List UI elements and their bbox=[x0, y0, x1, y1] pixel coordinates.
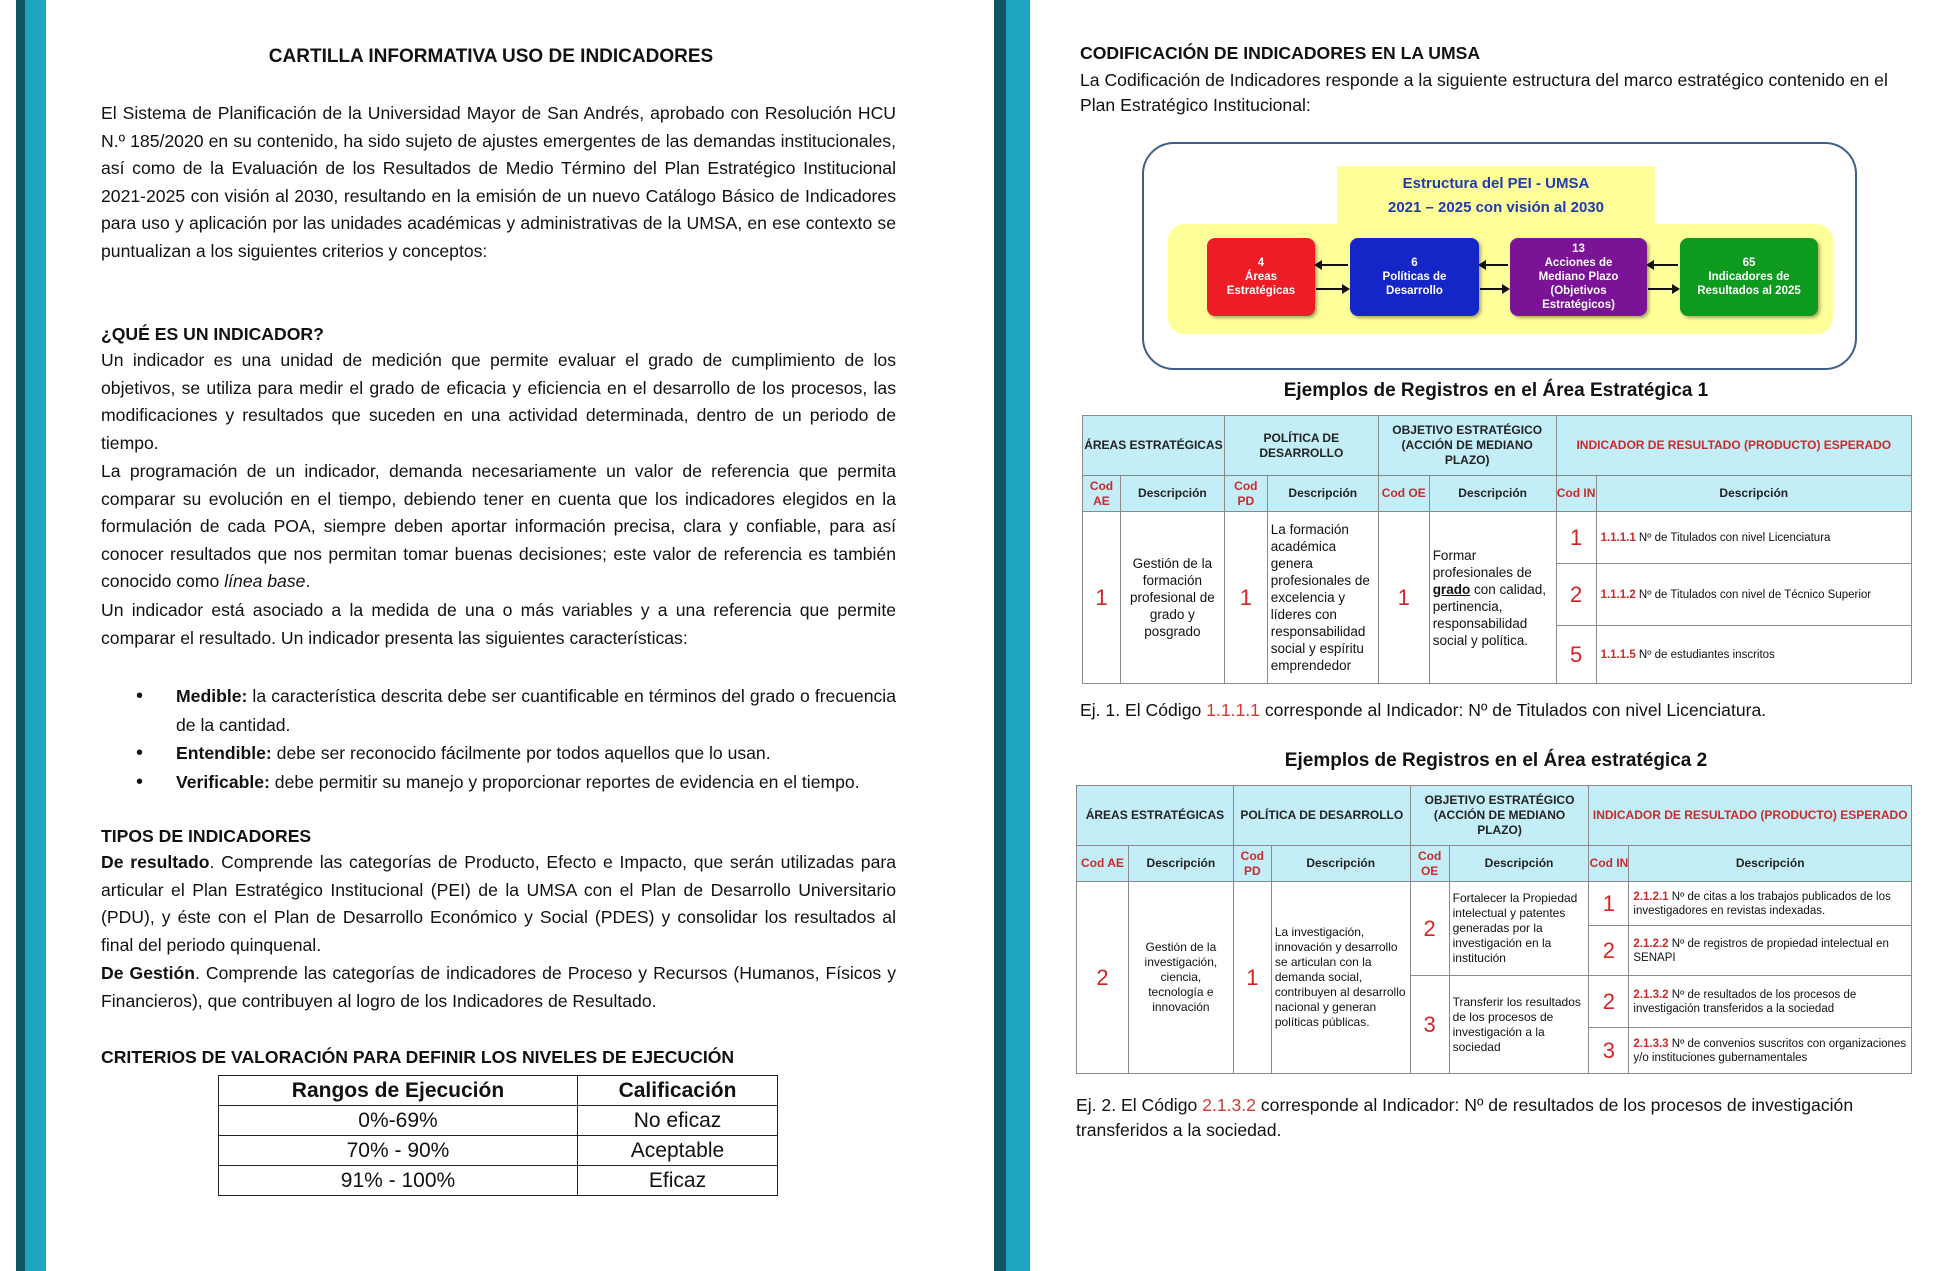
coding-heading: CODIFICACIÓN DE INDICADORES EN LA UMSA bbox=[1080, 43, 1481, 63]
cod-in: 1 bbox=[1589, 882, 1629, 926]
example1-table bbox=[1082, 415, 1912, 684]
cod-in: 2 bbox=[1556, 564, 1596, 626]
subheader-cod-in: Cod IN bbox=[1589, 846, 1629, 882]
oe-description: Transferir los resultados de los procesos de investigación a la sociedad bbox=[1449, 976, 1589, 1074]
box-result-indicators: 65 Indicadores de Resultados al 2025 bbox=[1680, 238, 1818, 316]
cod-ae: 1 bbox=[1083, 512, 1121, 684]
diagram-title: Estructura del PEI - UMSA 2021 – 2025 con visión al 2030 bbox=[1337, 166, 1655, 228]
characteristics-list bbox=[136, 682, 896, 796]
subheader-cod-oe: Cod OE bbox=[1410, 846, 1449, 882]
criteria-header-rating: Calificación bbox=[578, 1076, 778, 1106]
header-areas: ÁREAS ESTRATÉGICAS bbox=[1083, 416, 1225, 476]
oe-description: Fortalecer la Propiedad intelectual y patentes generadas por la investigación en la institución bbox=[1449, 882, 1589, 976]
left-edge-bar-dark bbox=[16, 0, 25, 1271]
intro-paragraph: El Sistema de Planificación de la Universidad Mayor de San Andrés, aprobado con Resolución HCU N.º 185/2020 en su contenido, ha sido sujeto de ajustes emergentes de las demandas institucionales, así como de la Evaluación de los Resultados de Medio Término del Plan Estratégico Institucional 2021-2025 con visión al 2030, resultando en la emisión de un nuevo Catálogo Básico de Indicadores para uso y aplicación por las unidades académicas y administrativas de la UMSA, en ese contexto se puntualizan a los siguientes criterios y conceptos: bbox=[101, 103, 896, 261]
arrow-left-icon bbox=[1316, 264, 1348, 266]
header-indicator: INDICADOR DE RESULTADO (PRODUCTO) ESPERADO bbox=[1589, 786, 1912, 846]
criteria-heading: CRITERIOS DE VALORACIÓN PARA DEFINIR LOS NIVELES DE EJECUCIÓN bbox=[101, 1047, 735, 1067]
header-areas: ÁREAS ESTRATÉGICAS bbox=[1077, 786, 1234, 846]
center-bar-dark bbox=[994, 0, 1006, 1271]
subheader-cod-in: Cod IN bbox=[1556, 476, 1596, 512]
indicator-types-heading: TIPOS DE INDICADORES bbox=[101, 826, 312, 846]
box-strategic-areas: 4 Áreas Estratégicas bbox=[1207, 238, 1315, 316]
subheader-cod-oe: Cod OE bbox=[1378, 476, 1429, 512]
indicator-variables-paragraph: Un indicador está asociado a la medida de una o más variables y a una referencia que permite comparar el resultado. Un indicador presenta las siguientes características: bbox=[101, 600, 896, 648]
indicator-description: 2.1.3.3 Nº de convenios suscritos con organizaciones y/o instituciones gubernamentales bbox=[1629, 1028, 1912, 1074]
example2-title: Ejemplos de Registros en el Área estratégica 2 bbox=[1284, 750, 1708, 771]
center-bar-light bbox=[1006, 0, 1030, 1271]
subheader-desc: Descripción bbox=[1596, 476, 1911, 512]
box-medium-term-actions: 13 Acciones de Mediano Plazo (Objetivos Estratégicos) bbox=[1510, 238, 1647, 316]
subheader-desc: Descripción bbox=[1429, 476, 1556, 512]
list-item: • Verificable: debe permitir su manejo y proporcionar reportes de evidencia en el tiempo. bbox=[136, 768, 896, 797]
management-type-paragraph: De Gestión. Comprende las categorías de indicadores de Proceso y Recursos (Humanos, Físicos y Financieros), que contribuyen al logro de los Indicadores de Resultado. bbox=[101, 963, 897, 1011]
indicator-definition-paragraph: Un indicador es una unidad de medición que permite evaluar el grado de cumplimiento de los objetivos, se utiliza para medir el grado de eficacia y eficiencia en el desarrollo de los procesos, las modificaciones y resultados que suceden en una actividad determinada, dentro de un periodo de tiempo. bbox=[101, 350, 896, 453]
left-edge-bar-light bbox=[25, 0, 46, 1271]
header-policy: POLÍTICA DE DESARROLLO bbox=[1233, 786, 1410, 846]
subheader-cod-pd: Cod PD bbox=[1224, 476, 1267, 512]
indicator-description: 1.1.1.2 Nº de Titulados con nivel de Técnico Superior bbox=[1596, 564, 1911, 626]
arrow-right-icon bbox=[1648, 288, 1678, 290]
subheader-desc: Descripción bbox=[1271, 846, 1410, 882]
subheader-cod-pd: Cod PD bbox=[1233, 846, 1271, 882]
arrow-right-icon bbox=[1316, 288, 1348, 290]
indicator-programming-paragraph: La programación de un indicador, demanda necesariamente un valor de referencia que permita comparar su evolución en el tiempo, debiendo tener en cuenta que los indicadores elegidos en la formulación de cada POA, siempre deben aportar información precisa, clara y confiable, para así conocer resultados que nos permitan tomar buenas decisiones; este valor de referencia es también conocido como línea base. bbox=[101, 461, 896, 592]
pei-structure-diagram bbox=[1142, 142, 1857, 370]
cod-in: 2 bbox=[1589, 926, 1629, 976]
cod-oe: 3 bbox=[1410, 976, 1449, 1074]
cod-oe: 1 bbox=[1378, 512, 1429, 684]
cod-ae: 2 bbox=[1077, 882, 1129, 1074]
cod-in: 3 bbox=[1589, 1028, 1629, 1074]
indicator-description: 2.1.3.2 Nº de resultados de los procesos de investigación transferidos a la sociedad bbox=[1629, 976, 1912, 1028]
indicator-description: 2.1.2.1 Nº de citas a los trabajos publicados de los investigadores en revistas indexadas. bbox=[1629, 882, 1912, 926]
subheader-cod-ae: Cod AE bbox=[1077, 846, 1129, 882]
cod-oe: 2 bbox=[1410, 882, 1449, 976]
header-indicator: INDICADOR DE RESULTADO (PRODUCTO) ESPERADO bbox=[1556, 416, 1911, 476]
list-item: • Entendible: debe ser reconocido fácilmente por todos aquellos que lo usan. bbox=[136, 739, 896, 768]
subheader-desc: Descripción bbox=[1128, 846, 1233, 882]
indicator-description: 1.1.1.1 Nº de Titulados con nivel Licenciatura bbox=[1596, 512, 1911, 564]
example1-caption: Ej. 1. El Código 1.1.1.1 corresponde al Indicador: Nº de Titulados con nivel Licenciatura. bbox=[1080, 700, 1767, 720]
example2-table bbox=[1076, 785, 1912, 1074]
arrow-left-icon bbox=[1648, 264, 1678, 266]
table-row: 70% - 90% Aceptable bbox=[219, 1136, 778, 1166]
table-row: 91% - 100% Eficaz bbox=[219, 1166, 778, 1196]
criteria-table bbox=[218, 1075, 778, 1196]
cod-in: 2 bbox=[1589, 976, 1629, 1028]
baseline-term: línea base bbox=[224, 571, 306, 592]
header-policy: POLÍTICA DE DESARROLLO bbox=[1224, 416, 1378, 476]
pd-description: La investigación, innovación y desarrollo se articulan con la demanda social, contribuyen al desarrollo nacional y generan políticas públicas. bbox=[1271, 882, 1410, 1074]
subheader-desc: Descripción bbox=[1120, 476, 1224, 512]
table-row bbox=[1083, 512, 1912, 564]
box-development-policies: 6 Políticas de Desarrollo bbox=[1350, 238, 1479, 316]
header-objective: OBJETIVO ESTRATÉGICO (ACCIÓN DE MEDIANO PLAZO) bbox=[1410, 786, 1589, 846]
cod-in: 1 bbox=[1556, 512, 1596, 564]
what-is-indicator-heading: ¿QUÉ ES UN INDICADOR? bbox=[101, 324, 324, 344]
list-item: • Medible: la característica descrita debe ser cuantificable en términos del grado o frecuencia de la cantidad. bbox=[136, 682, 896, 739]
oe-description: Formar profesionales de grado con calidad, pertinencia, responsabilidad social y política. bbox=[1429, 512, 1556, 684]
cod-pd: 1 bbox=[1224, 512, 1267, 684]
pd-description: La formación académica genera profesionales de excelencia y líderes con responsabilidad social y espíritu emprendedor bbox=[1267, 512, 1378, 684]
example2-caption: Ej. 2. El Código 2.1.3.2 corresponde al Indicador: Nº de resultados de los procesos de investigación transferidos a la sociedad. bbox=[1076, 1095, 1854, 1140]
coding-intro: La Codificación de Indicadores responde a la siguiente estructura del marco estratégico contenido en el Plan Estratégico Institucional: bbox=[1080, 70, 1888, 115]
header-objective: OBJETIVO ESTRATÉGICO (ACCIÓN DE MEDIANO PLAZO) bbox=[1378, 416, 1556, 476]
result-type-paragraph: De resultado. Comprende las categorías de Producto, Efecto e Impacto, que serán utilizadas para articular el Plan Estratégico Institucional (PEI) de la UMSA con el Plan de Desarrollo Universitario (PDU), y éste con el Plan de Desarrollo Económico y Social (PDES) y consolidar los resultados al final del periodo quinquenal. bbox=[101, 852, 896, 955]
table-row bbox=[1077, 882, 1912, 926]
indicator-description: 1.1.1.5 Nº de estudiantes inscritos bbox=[1596, 626, 1911, 684]
subheader-cod-ae: Cod AE bbox=[1083, 476, 1121, 512]
arrow-right-icon bbox=[1480, 288, 1508, 290]
left-page bbox=[46, 0, 994, 1271]
ae-description: Gestión de la investigación, ciencia, tecnología e innovación bbox=[1128, 882, 1233, 1074]
cod-in: 5 bbox=[1556, 626, 1596, 684]
subheader-desc: Descripción bbox=[1629, 846, 1912, 882]
ae-description: Gestión de la formación profesional de grado y posgrado bbox=[1120, 512, 1224, 684]
criteria-header-range: Rangos de Ejecución bbox=[219, 1076, 578, 1106]
subheader-desc: Descripción bbox=[1449, 846, 1589, 882]
arrow-left-icon bbox=[1480, 264, 1508, 266]
example1-title: Ejemplos de Registros en el Área Estratégica 1 bbox=[1283, 380, 1709, 401]
cod-pd: 1 bbox=[1233, 882, 1271, 1074]
page-title: CARTILLA INFORMATIVA USO DE INDICADORES bbox=[268, 46, 714, 67]
table-row: 0%-69% No eficaz bbox=[219, 1106, 778, 1136]
indicator-description: 2.1.2.2 Nº de registros de propiedad intelectual en SENAPI bbox=[1629, 926, 1912, 976]
right-page bbox=[1030, 0, 1949, 1271]
subheader-desc: Descripción bbox=[1267, 476, 1378, 512]
